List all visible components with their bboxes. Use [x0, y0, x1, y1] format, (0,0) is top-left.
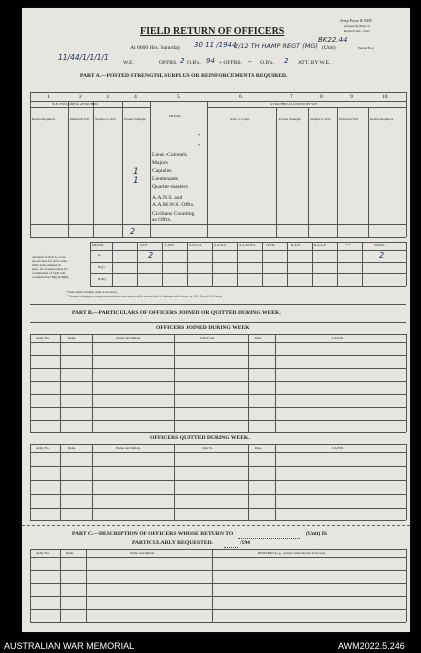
quitted-col-4	[248, 444, 249, 520]
joined-hdr-cause: CAUSE.	[332, 336, 344, 340]
part-c-date-blank	[224, 547, 238, 548]
quitted-hdr-name: Name and Initials.	[116, 446, 141, 450]
quitted-row-3	[30, 494, 406, 495]
col-number-3: 3	[106, 94, 109, 100]
quitted-row-4	[30, 508, 406, 509]
part-c-col-3	[212, 549, 213, 622]
part-c-col-0	[30, 549, 31, 622]
joined-hdr-army-no: Army No.	[36, 336, 50, 340]
star-mark-2: *	[198, 143, 200, 148]
analysis-note-6: complete Part B(I) & B(II).	[32, 275, 70, 279]
analysis-note-5: compilation of form will	[32, 271, 66, 275]
part-b-divider	[30, 304, 406, 305]
joined-hdr-rank: Rank.	[68, 336, 77, 340]
posted-captains-hw: 1	[133, 167, 139, 177]
analysis-col-12	[406, 242, 407, 286]
col-divider-5	[207, 101, 208, 237]
analysis-hdr-aans: A.A.N.S.	[214, 243, 227, 247]
analysis-hdr-total: TOTAL.	[374, 243, 386, 247]
rank-quarter-masters: Quarter-masters	[152, 184, 188, 190]
offrs-handwriting: 2	[180, 57, 185, 65]
part-c-year: /194	[240, 540, 250, 546]
quitted-hdr-army-no: Army No.	[36, 446, 50, 450]
footnote-2: * * Personnel belonging to a category not provided for in the analysis will be shown in this Col. Particulars will be shown, e.g., (N.Z. Forces), (U.S. Forces).	[66, 295, 223, 298]
col-divider-6	[276, 107, 277, 237]
joined-row-3	[30, 381, 406, 382]
rank-as-offrs: as Offrs.	[152, 217, 172, 223]
quitted-hdr-cause: CAUSE.	[332, 446, 344, 450]
quitted-col-0	[30, 444, 31, 520]
at-hours-line: At 0600 Hrs. Saturday	[130, 45, 181, 51]
analysis-hdr-civil: CIVIL.	[266, 243, 276, 247]
col-number-6: 6	[239, 94, 242, 100]
analysis-row-b2: B.(II)	[98, 277, 106, 281]
part-a-border-left	[30, 92, 31, 237]
joined-col-0	[30, 334, 31, 432]
analysis-note-4: para. 10 of instructions for	[32, 267, 69, 271]
analysis-col-9	[312, 242, 313, 286]
quitted-hdr-date: Date.	[255, 446, 263, 450]
col-number-7: 7	[290, 94, 293, 100]
analysis-hdr-other: * *	[346, 243, 351, 247]
analysis-col-4	[187, 242, 188, 286]
analysis-row-a: A.	[98, 253, 102, 257]
rank-lieut-colonels: Lieut.-Colonels	[152, 152, 187, 158]
analysis-note-1: Analysis of Part A. to be	[32, 255, 66, 259]
analysis-hdr-cmf: C.M.F.	[165, 243, 175, 247]
joined-hdr-unit-from: Unit From.	[200, 336, 216, 340]
footer-left-text: AUSTRALIAN WAR MEMORIAL	[4, 641, 135, 651]
quitted-col-5	[275, 444, 276, 520]
analysis-col-8	[287, 242, 288, 286]
analysis-hdr-aamws: A.A.M.W.S.	[239, 243, 256, 247]
form-paper	[22, 8, 410, 632]
part-b-title: PART B.—PARTICULARS OF OFFICERS JOINED OR QUITTED DURING WEEK.	[72, 310, 281, 316]
analysis-bottom-line	[90, 286, 406, 287]
joined-hdr-date: Date.	[255, 336, 263, 340]
part-a-border-right	[406, 92, 407, 237]
joined-hdr-name: Name and Initials.	[116, 336, 141, 340]
analysis-col-7	[262, 242, 263, 286]
quitted-col-6	[406, 444, 407, 520]
quitted-title: OFFICERS QUITTED DURING WEEK.	[150, 435, 250, 441]
rank-lieutenants: Lieutenants	[152, 176, 179, 182]
joined-row-5	[30, 407, 406, 408]
part-c-unit-is: (Unit) IS	[306, 531, 327, 537]
analysis-note-2: shown here for ALL units.	[32, 259, 68, 263]
analysis-note-3: Only units entitled in	[32, 263, 61, 267]
quitted-row-1	[30, 466, 406, 467]
hdr-posted-left: Posted Strength.	[124, 117, 147, 121]
hdr-deficient-left: Deficient W.E.	[70, 117, 91, 121]
rank-captains: Captains	[152, 168, 172, 174]
offrs-label: OFFRS.	[159, 60, 178, 66]
form-adapted-note: (Adapted) (Page 1)	[344, 24, 370, 28]
unit-handwriting: 2/12 TH HAMP REGT (MG)	[234, 42, 318, 50]
part-a-bottom-line	[30, 237, 406, 238]
joined-col-3	[174, 334, 175, 432]
analysis-hdr-ran: R.A.N.	[291, 243, 301, 247]
analysis-row-b1: B.(I)	[98, 265, 105, 269]
serial-handwriting: BK22.44	[318, 36, 348, 44]
col-divider-9	[368, 107, 369, 237]
quitted-hdr-unit-to: Unit To.	[202, 446, 214, 450]
hdr-posted-right: Posted Strength.	[279, 117, 302, 121]
quitted-header-line	[30, 452, 406, 453]
rank-aans: A.A.N.S. and	[152, 195, 183, 201]
army-form-number: Army Form W.3008	[340, 18, 372, 23]
part-c-col-2	[86, 549, 87, 622]
part-c-hdr-remarks: REMARKS (e.g., present whereabouts if known).	[258, 551, 326, 555]
part-c-title-line1: PART C.—DESCRIPTION OF OFFICERS WHOSE RETURN TO	[72, 531, 234, 537]
analysis-total-hw: 2	[379, 251, 385, 260]
hdr-reints-right: Rein'ts Required.	[370, 117, 394, 121]
hdr-surplus-right: Surplus to W.E.	[310, 117, 332, 121]
analysis-hdr-aif: A.I.F.	[140, 243, 148, 247]
tear-line	[22, 525, 410, 526]
rank-aamws: A.A.M.W.S. Offrs.	[152, 202, 195, 208]
part-c-unit-blank	[238, 538, 300, 539]
date-handwriting: 30 11 /1944	[194, 41, 237, 49]
attached-line	[207, 107, 406, 108]
joined-header-line	[30, 342, 406, 343]
joined-row-6	[30, 420, 406, 421]
joined-col-5	[275, 334, 276, 432]
rank-majors: Majors	[152, 160, 168, 166]
hdr-arm-corps: Arm or Corps.	[230, 117, 250, 121]
joined-col-4	[248, 334, 249, 432]
serial-label: (Serial No.)	[358, 46, 375, 50]
part-c-hdr-army-no: Army No.	[36, 551, 50, 555]
footnote-1: * Insert detail of higher ranks as necessary.	[66, 290, 118, 294]
quitted-hdr-rank: Rank.	[68, 446, 77, 450]
posted-total-hw: 2	[130, 227, 136, 236]
analysis-hdr-detail: DETAIL.	[92, 243, 105, 247]
form-title: FIELD RETURN OF OFFICERS	[140, 26, 285, 37]
joined-col-1	[60, 334, 61, 432]
plus-offrs-label: + OFFRS.	[219, 60, 243, 66]
quitted-col-1	[60, 444, 61, 520]
part-a-row-line	[30, 224, 406, 225]
joined-col-6	[406, 334, 407, 432]
hdr-surplus-left: Surplus to W.E.	[95, 117, 117, 121]
analysis-hdr-raaf: R.A.A.F.	[314, 243, 327, 247]
ors2-handwriting: 2	[284, 57, 289, 65]
part-a-top-line	[30, 92, 406, 93]
analysis-col-6	[237, 242, 238, 286]
analysis-col-2	[137, 242, 138, 286]
ors-handwriting: 94	[206, 57, 215, 65]
part-c-bottom-line	[30, 622, 406, 623]
footer-right-text: AWM2022.5.246	[338, 641, 405, 651]
col-divider-1	[68, 101, 69, 237]
ors-label: O.R's.	[187, 60, 201, 66]
attached-heading: ATTACHED ALLOWED BY W.E.	[270, 102, 318, 106]
joined-col-2	[92, 334, 93, 432]
part-c-hdr-name: Name and Initials.	[130, 551, 155, 555]
analysis-col-3	[162, 242, 163, 286]
part-c-title-line2: PARTICULARLY REQUESTED.	[132, 540, 214, 546]
col-number-8: 8	[320, 94, 323, 100]
joined-row-2	[30, 368, 406, 369]
analysis-hdr-awas: A.W.A.S.	[189, 243, 203, 247]
col-divider-2	[93, 101, 94, 237]
analysis-aif-hw: 2	[148, 251, 154, 260]
hdr-deficient-right: Deficient W.E.	[339, 117, 360, 121]
joined-top-line	[30, 322, 406, 323]
quitted-row-2	[30, 480, 406, 481]
col-number-9: 9	[350, 94, 353, 100]
joined-row-4	[30, 394, 406, 395]
col-number-10: 10	[382, 94, 388, 100]
col-number-1: 1	[47, 94, 50, 100]
analysis-col-10	[337, 242, 338, 286]
analysis-col-1	[112, 242, 113, 286]
we-label: W.E.	[123, 60, 134, 66]
analysis-col-0	[90, 242, 91, 286]
quitted-col-2	[92, 444, 93, 520]
att-label: ATT. BY W.E.	[298, 60, 331, 66]
joined-title: OFFICERS JOINED DURING WEEK	[156, 325, 250, 331]
joined-title-line	[30, 334, 406, 335]
part-c-col-4	[406, 549, 407, 622]
posted-lieutenants-hw: 1	[133, 176, 139, 186]
col-number-5: 5	[177, 94, 180, 100]
quitted-col-3	[174, 444, 175, 520]
hdr-reints-left: Rein'ts Required.	[32, 117, 56, 121]
joined-bottom-line	[30, 432, 406, 433]
col-number-4: 4	[134, 94, 137, 100]
col-divider-3	[122, 101, 123, 237]
part-c-col-1	[60, 549, 61, 622]
ors2-label: O.R's.	[260, 60, 274, 66]
part-c-hdr-rank: Rank.	[66, 551, 75, 555]
quitted-title-line	[30, 444, 406, 445]
col-divider-4	[150, 101, 151, 237]
part-a-title: PART A.—POSTED STRENGTH, SURPLUS OR REINFORCEMENTS REQUIRED.	[80, 73, 288, 79]
we-excl-heading: W.E. EXCLUDING ATTACHED.	[52, 102, 99, 106]
rank-civilians: Civilians Counting	[152, 211, 195, 217]
unit-label: (Unit)	[322, 45, 336, 51]
analysis-col-5	[212, 242, 213, 286]
analysis-col-11	[362, 242, 363, 286]
archive-footer	[0, 640, 421, 653]
star-mark: *	[198, 133, 200, 138]
col-number-2: 2	[79, 94, 82, 100]
col-divider-7	[308, 107, 309, 237]
form-revised-note: Revised Jan., 1942	[344, 29, 370, 33]
plus-offrs-handwriting: –	[248, 57, 252, 65]
we-handwriting: 11/44/1/1/1/1	[58, 53, 109, 62]
quitted-bottom-line	[30, 520, 406, 521]
detail-heading: DETAIL.	[169, 114, 182, 118]
col-divider-8	[337, 107, 338, 237]
we-excl-line	[30, 107, 150, 108]
joined-row-1	[30, 355, 406, 356]
